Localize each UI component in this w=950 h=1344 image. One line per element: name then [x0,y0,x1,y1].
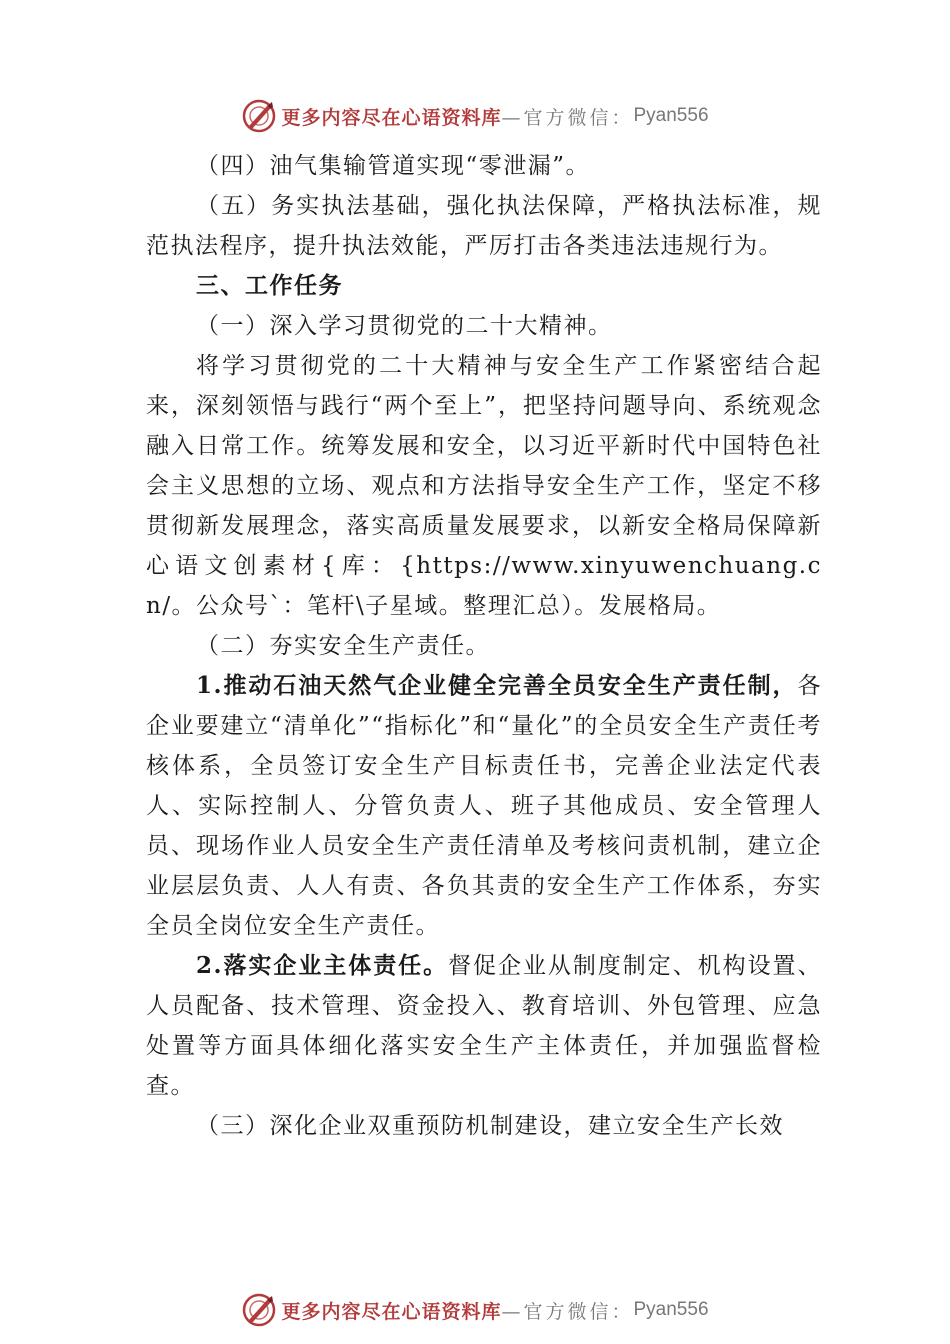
footer-watermark [0,1290,950,1330]
header-wechat-label: —官方微信： [501,106,634,129]
header-watermark [0,96,950,136]
subheading-responsibility: （二）夯实安全生产责任。 [196,633,490,659]
header-brand-text: 更多内容尽在心语资料库 [281,106,502,129]
footer-brand-text: 更多内容尽在心语资料库 [281,1300,502,1323]
document-body [146,146,822,1146]
footer-wechat-label: —官方微信： [501,1300,634,1323]
brand-logo-icon [241,98,277,134]
footer-wechat-id: Pyan556 [633,1299,709,1320]
list-item-2-title: 2.落实企业主体责任。 [196,952,449,979]
paragraph-study: 将学习贯彻党的二十大精神与安全生产工作紧密结合起来，深刻领悟与践行“两个至上”，把坚持问题导向、系统观念融入日常工作。统筹发展和安全，以习近平新时代中国特色社会主义思想的立场、观点和方法指导安全生产工作，坚定不移贯彻新发展理念，落实高质量发展要求，以新安全格局保障新心语文创素材{库：{https://www.xinyuwenchuang.cn/。公众号`：笔杆\子星域。整理汇总）。发展格局。 [146,353,822,619]
list-item-2-text: 督促企业从制度制定、机构设置、人员配备、技术管理、资金投入、教育培训、外包管理、应急处置等方面具体细化落实安全生产主体责任，并加强监督检查。 [146,953,823,1099]
list-item-1 [146,666,822,946]
paragraph-item-4: （四）油气集输管道实现“零泄漏”。 [196,153,591,179]
subheading-prevention: （三）深化企业双重预防机制建设，建立安全生产长效 [196,1113,784,1139]
list-item-1-title: 1.推动石油天然气企业健全完善全员安全生产责任制， [196,672,798,699]
paragraph-item-5: （五）务实执法基础，强化执法保障，严格执法标准，规范执法程序，提升执法效能，严厉打击各类违法违规行为。 [146,193,822,259]
list-item-1-text: 各企业要建立“清单化”“指标化”和“量化”的全员安全生产责任考核体系，全员签订安全生产目标责任书，完善企业法定代表人、实际控制人、分管负责人、班子其他成员、安全管理人员、现场作业人员安全生产责任清单及考核问责机制，建立企业层层负责、人人有责、各负其责的安全生产工作体系，夯实全员全岗位安全生产责任。 [146,673,822,939]
brand-logo-icon [241,1292,277,1328]
header-wechat-id: Pyan556 [633,105,709,126]
subheading-study: （一）深入学习贯彻党的二十大精神。 [196,313,613,339]
section-heading-tasks: 三、工作任务 [196,273,343,299]
list-item-2 [146,946,822,1106]
